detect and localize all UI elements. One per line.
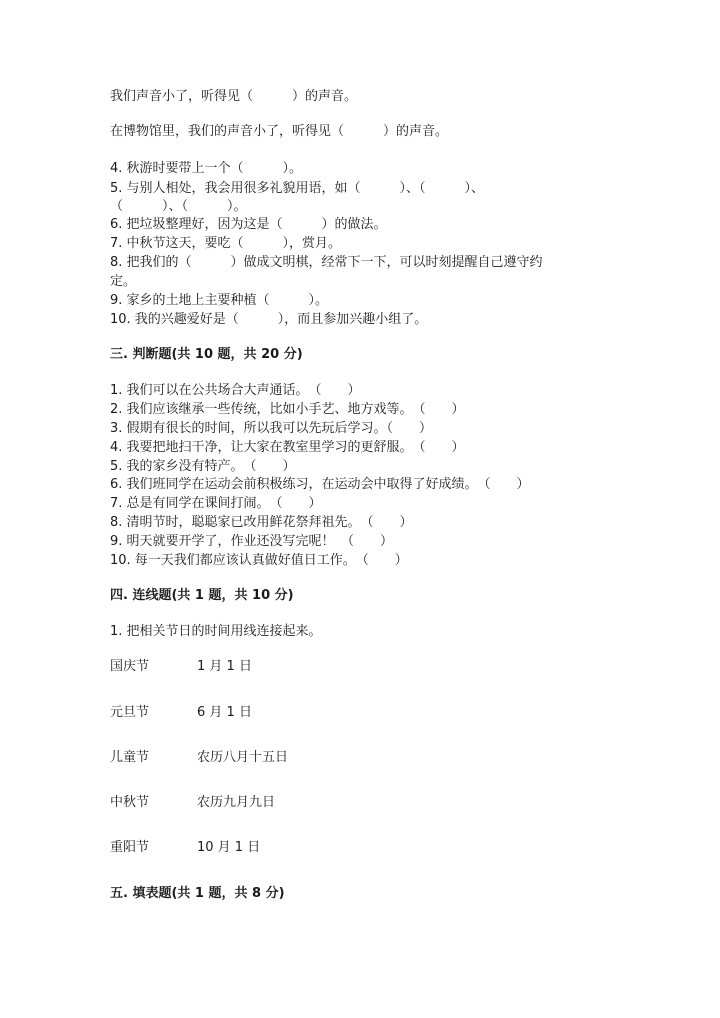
festival-date: 农历九月九日 xyxy=(197,795,276,810)
festival-date: 6 月 1 日 xyxy=(197,705,252,720)
question-10: 10. 我的兴趣爱好是（ ），而且参加兴趣小组了。 xyxy=(110,312,428,327)
judge-item-10: 10. 每一天我们都应该认真做好值日工作。 （ ） xyxy=(110,553,408,568)
section-4-heading: 四. 连线题(共 1 题，共 10 分) xyxy=(110,588,294,603)
festival-name: 国庆节 xyxy=(110,659,150,674)
judge-item-9: 9. 明天就要开学了，作业还没写完呢！ （ ） xyxy=(110,534,394,549)
question-5-line-1: 5. 与别人相处，我会用很多礼貌用语，如（ ）、（ ）、 xyxy=(110,181,485,196)
question-8-line-1: 8. 把我们的（ ）做成文明棋，经常下一下，可以时刻提醒自己遵守约 xyxy=(110,255,543,270)
fill-line-a: 我们声音小了，听得见（ ）的声音。 xyxy=(110,89,358,104)
judge-item-5: 5. 我的家乡没有特产。 （ ） xyxy=(110,459,296,474)
question-8-line-2: 定。 xyxy=(110,274,137,289)
judge-item-3: 3. 假期有很长的时间，所以我可以先玩后学习。（ ） xyxy=(110,421,433,436)
judge-item-4: 4. 我要把地扫干净，让大家在教室里学习的更舒服。 （ ） xyxy=(110,440,465,455)
festival-name: 重阳节 xyxy=(110,840,150,855)
judge-item-1: 1. 我们可以在公共场合大声通话。 （ ） xyxy=(110,383,361,398)
section-3-heading: 三. 判断题(共 10 题，共 20 分) xyxy=(110,347,303,362)
festival-name: 元旦节 xyxy=(110,705,150,720)
judge-item-2: 2. 我们应该继承一些传统，比如小手艺、地方戏等。 （ ） xyxy=(110,402,465,417)
matching-question: 1. 把相关节日的时间用线连接起来。 xyxy=(110,624,322,639)
judge-item-8: 8. 清明节时，聪聪家已改用鲜花祭拜祖先。 （ ） xyxy=(110,515,413,530)
question-4: 4. 秋游时要带上一个（ ）。 xyxy=(110,161,303,176)
question-9: 9. 家乡的土地上主要种植（ ）。 xyxy=(110,293,329,308)
question-7: 7. 中秋节这天，要吃（ ），赏月。 xyxy=(110,236,342,251)
festival-date: 10 月 1 日 xyxy=(197,840,261,855)
section-5-heading: 五. 填表题(共 1 题，共 8 分) xyxy=(110,886,285,901)
festival-name: 儿童节 xyxy=(110,750,150,765)
fill-line-b: 在博物馆里，我们的声音小了，听得见（ ）的声音。 xyxy=(110,124,449,139)
festival-date: 1 月 1 日 xyxy=(197,659,252,674)
judge-item-7: 7. 总是有同学在课间打闹。 （ ） xyxy=(110,496,322,511)
judge-item-6: 6. 我们班同学在运动会前积极练习，在运动会中取得了好成绩。 （ ） xyxy=(110,477,530,492)
question-6: 6. 把垃圾整理好，因为这是（ ）的做法。 xyxy=(110,217,387,232)
festival-name: 中秋节 xyxy=(110,795,150,810)
question-5-line-2: （ ）、（ ）。 xyxy=(110,199,247,214)
festival-date: 农历八月十五日 xyxy=(197,750,289,765)
